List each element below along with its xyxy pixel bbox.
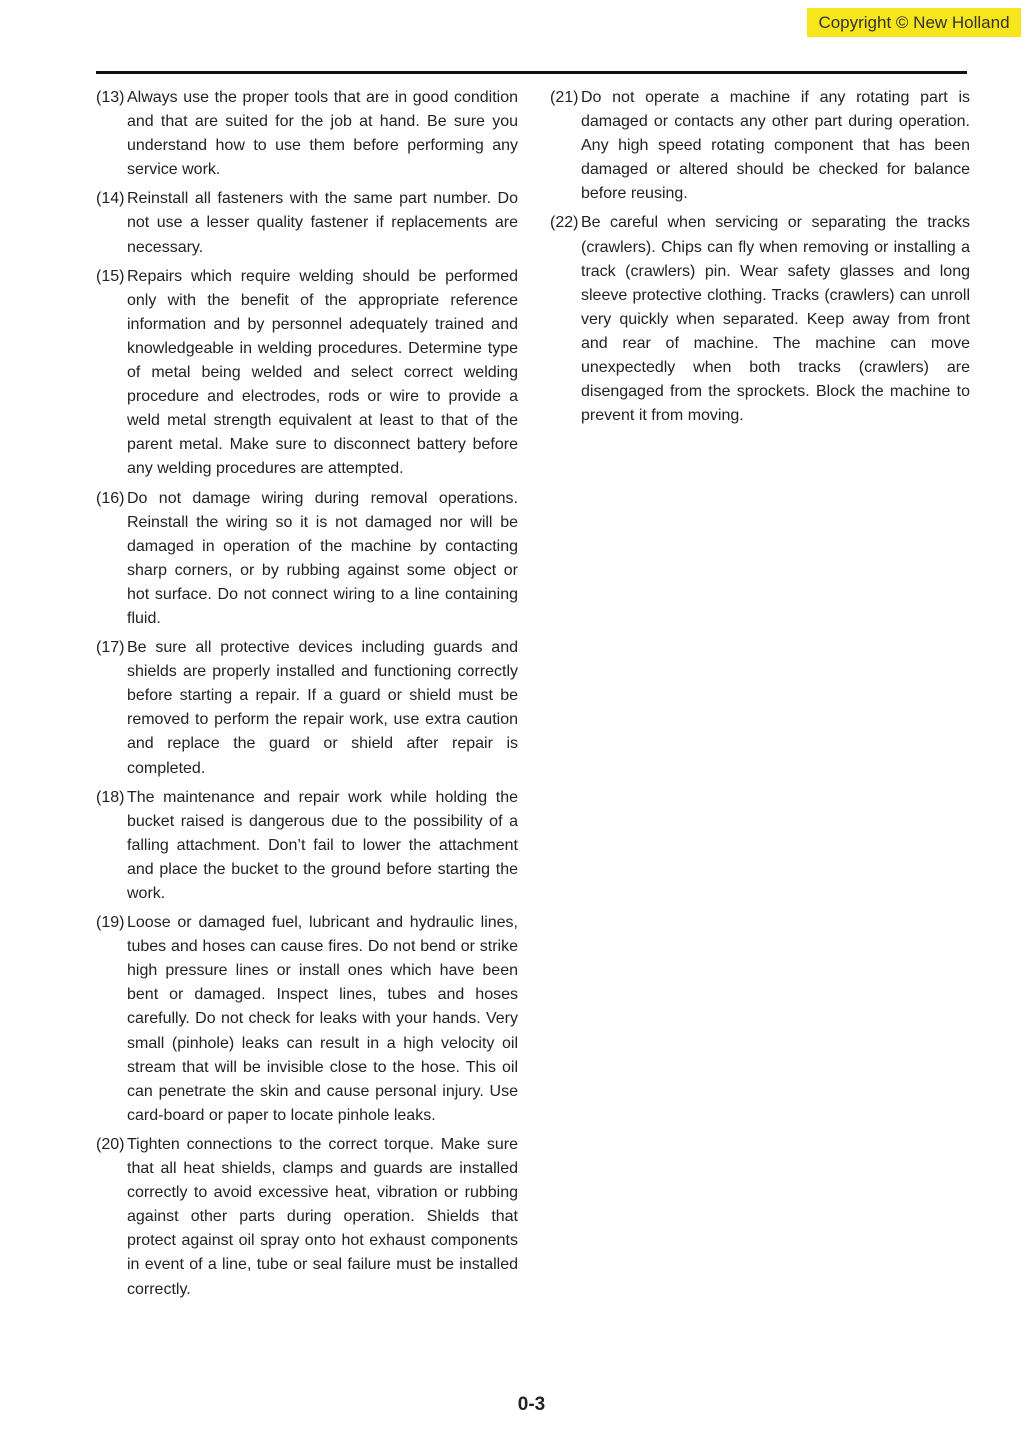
item-text: Reinstall all fasteners with the same part number. Do not use a lesser quality fastener if replacements are necessary. [127,190,518,256]
item-number: (19) [96,914,125,932]
item-number: (18) [96,788,125,806]
list-item [550,211,970,428]
page-number: 0-3 [517,1394,546,1415]
item-number: (15) [96,267,125,285]
item-text: Tighten connections to the correct torque. Make sure that all heat shields, clamps and guards are installed correctly to avoid excessive heat, vibration or rubbing against other parts during operation. Shields that protect against oil spray onto hot exhaust components in event of a line, tube or seal failure must be installed correctly. [127,1135,518,1298]
list-item [96,265,518,482]
item-text: Be sure all protective devices including guards and shields are properly installed and functioning correctly before starting a repair. If a guard or shield must be removed to perform the repair work, use extra caution and replace the guard or shield after repair is completed. [127,639,518,777]
list-item [96,187,518,259]
item-text: Always use the proper tools that are in good condition and that are suited for the job at hand. Be sure you understand how to use them before performing any service work. [127,89,518,179]
list-item [96,911,518,1128]
list-item [96,786,518,906]
item-text: The maintenance and repair work while holding the bucket raised is dangerous due to the possibility of a falling attachment. Don’t fail to lower the attachment and place the bucket to the ground before starting the work. [127,788,518,902]
list-item [96,487,518,632]
item-number: (22) [550,214,579,232]
list-item [96,1133,518,1302]
item-number: (14) [96,190,125,208]
item-text: Be careful when servicing or separating the tracks (crawlers). Chips can fly when removing or installing a track (crawlers) pin. Wear safety glasses and long sleeve protective clothing. Tracks (crawlers) can unroll very quickly when separated. Keep away from front and rear of machine. The machine can move unexpectedly when both tracks (crawlers) are disengaged from the sprockets. Block the machine to prevent it from moving. [581,214,970,425]
item-text: Loose or damaged fuel, lubricant and hydraulic lines, tubes and hoses can cause fires. Do not bend or strike high pressure lines or install ones which have been bent or damaged. Inspect lines, tubes and hoses carefully. Do not check for leaks with your hands. Very small (pinhole) leaks can result in a high velocity oil stream that will be invisible close to the hose. This oil can penetrate the skin and cause personal injury. Use card-board or paper to locate pinhole leaks. [127,914,518,1124]
item-number: (17) [96,639,125,657]
header-rule [96,71,967,74]
copyright-notice: Copyright © New Holland [807,8,1021,37]
item-number: (21) [550,89,579,106]
list-item [550,86,970,206]
right-column [550,86,970,433]
item-number: (13) [96,89,125,106]
item-number: (20) [96,1135,125,1153]
left-column [96,86,518,1307]
list-item [96,636,518,781]
list-item [96,86,518,182]
item-text: Do not operate a machine if any rotating part is damaged or contacts any other part during operation. Any high speed rotating component that has been damaged or altered should be checked for balance before reusing. [581,89,970,203]
item-number: (16) [96,489,125,507]
item-text: Do not damage wiring during removal operations. Reinstall the wiring so it is not damaged nor will be damaged in operation of the machine by contacting sharp corners, or by rubbing against some object or hot surface. Do not connect wiring to a line containing fluid. [127,489,518,627]
item-text: Repairs which require welding should be performed only with the benefit of the appropriate reference information and by personnel adequately trained and knowledgeable in welding procedures. Determine type of metal being welded and select correct welding procedure and electrodes, rods or wire to provide a weld metal strength equivalent at least to that of the parent metal. Make sure to disconnect battery before any welding procedures are attempted. [127,267,518,478]
